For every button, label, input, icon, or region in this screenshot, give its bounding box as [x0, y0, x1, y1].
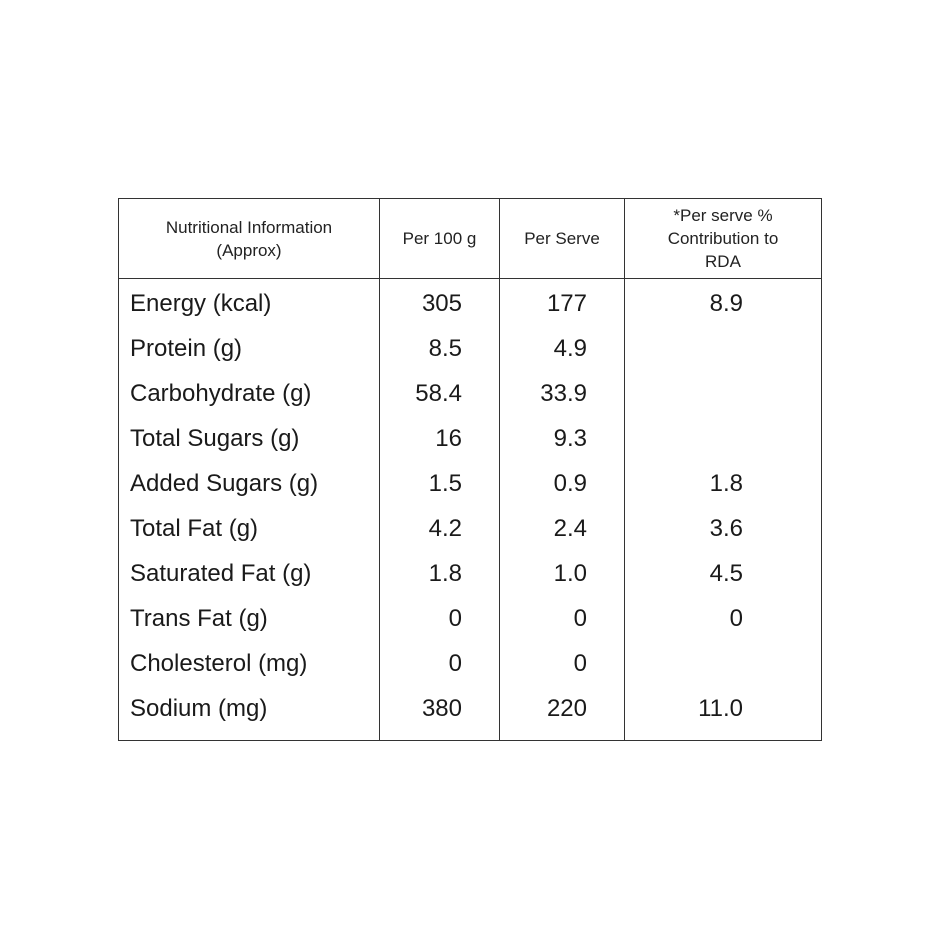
header-rda [625, 199, 821, 278]
table-row [119, 371, 821, 416]
rda-value [623, 641, 743, 686]
nutrient-label: Protein (g) [130, 335, 243, 362]
table-row [119, 416, 821, 461]
nutrient-label: Cholesterol (mg) [130, 650, 308, 677]
per-100g-value: 0 [448, 605, 462, 632]
rda-value: 1.8 [709, 470, 743, 497]
rda-value: 11.0 [698, 695, 743, 722]
header-rda-line: RDA [705, 252, 741, 271]
table-row [119, 326, 821, 371]
nutrient-label: Total Sugars (g) [130, 425, 300, 452]
header-per-100g: Per 100 g [402, 229, 477, 248]
per-serve-value: 2.4 [553, 515, 587, 542]
header-per-serve: Per Serve [524, 229, 600, 248]
nutrient-label: Added Sugars (g) [130, 470, 319, 497]
rda-value: 8.9 [709, 290, 743, 317]
table-row [119, 506, 821, 551]
per-serve-value: 33.9 [540, 380, 587, 407]
per-serve-value: 1.0 [553, 560, 587, 587]
table-row [119, 641, 821, 686]
per-serve-value: 0 [573, 650, 587, 677]
per-100g-value: 380 [421, 695, 462, 722]
nutrient-label: Trans Fat (g) [130, 605, 268, 632]
nutrient-label: Energy (kcal) [130, 290, 272, 317]
per-100g-value: 58.4 [415, 380, 462, 407]
per-serve-value: 0 [573, 605, 587, 632]
header-rda-line: Contribution to [667, 229, 779, 248]
rda-value [623, 416, 743, 461]
rda-value [623, 326, 743, 371]
table-row [119, 461, 821, 506]
nutrient-label: Carbohydrate (g) [130, 380, 312, 407]
header-divider [119, 278, 821, 279]
nutrient-label: Saturated Fat (g) [130, 560, 312, 587]
nutrition-table [118, 198, 822, 741]
per-serve-value: 9.3 [553, 425, 587, 452]
table-row [119, 596, 821, 641]
per-100g-value: 1.8 [428, 560, 462, 587]
per-serve-value: 220 [546, 695, 587, 722]
header-nutrient-line: Nutritional Information [165, 217, 333, 237]
per-100g-value: 0 [448, 650, 462, 677]
per-100g-value: 8.5 [428, 335, 462, 362]
table-row [119, 686, 821, 731]
rda-value [623, 371, 743, 416]
nutrient-label: Total Fat (g) [130, 515, 259, 542]
per-100g-value: 16 [435, 425, 462, 452]
per-100g-value: 4.2 [428, 515, 462, 542]
per-serve-value: 4.9 [553, 335, 587, 362]
table-row [119, 281, 821, 326]
table-row [119, 551, 821, 596]
header-nutrient [119, 199, 379, 278]
per-serve-value: 177 [546, 290, 587, 317]
rda-value: 3.6 [709, 515, 743, 542]
per-100g-value: 1.5 [428, 470, 462, 497]
rda-value: 0 [729, 605, 743, 632]
rda-value: 4.5 [709, 560, 743, 587]
header-nutrient-line: (Approx) [216, 240, 282, 260]
nutrient-label: Sodium (mg) [130, 695, 268, 722]
per-100g-value: 305 [421, 290, 462, 317]
per-serve-value: 0.9 [553, 470, 587, 497]
header-rda-line: *Per serve % [673, 206, 773, 225]
